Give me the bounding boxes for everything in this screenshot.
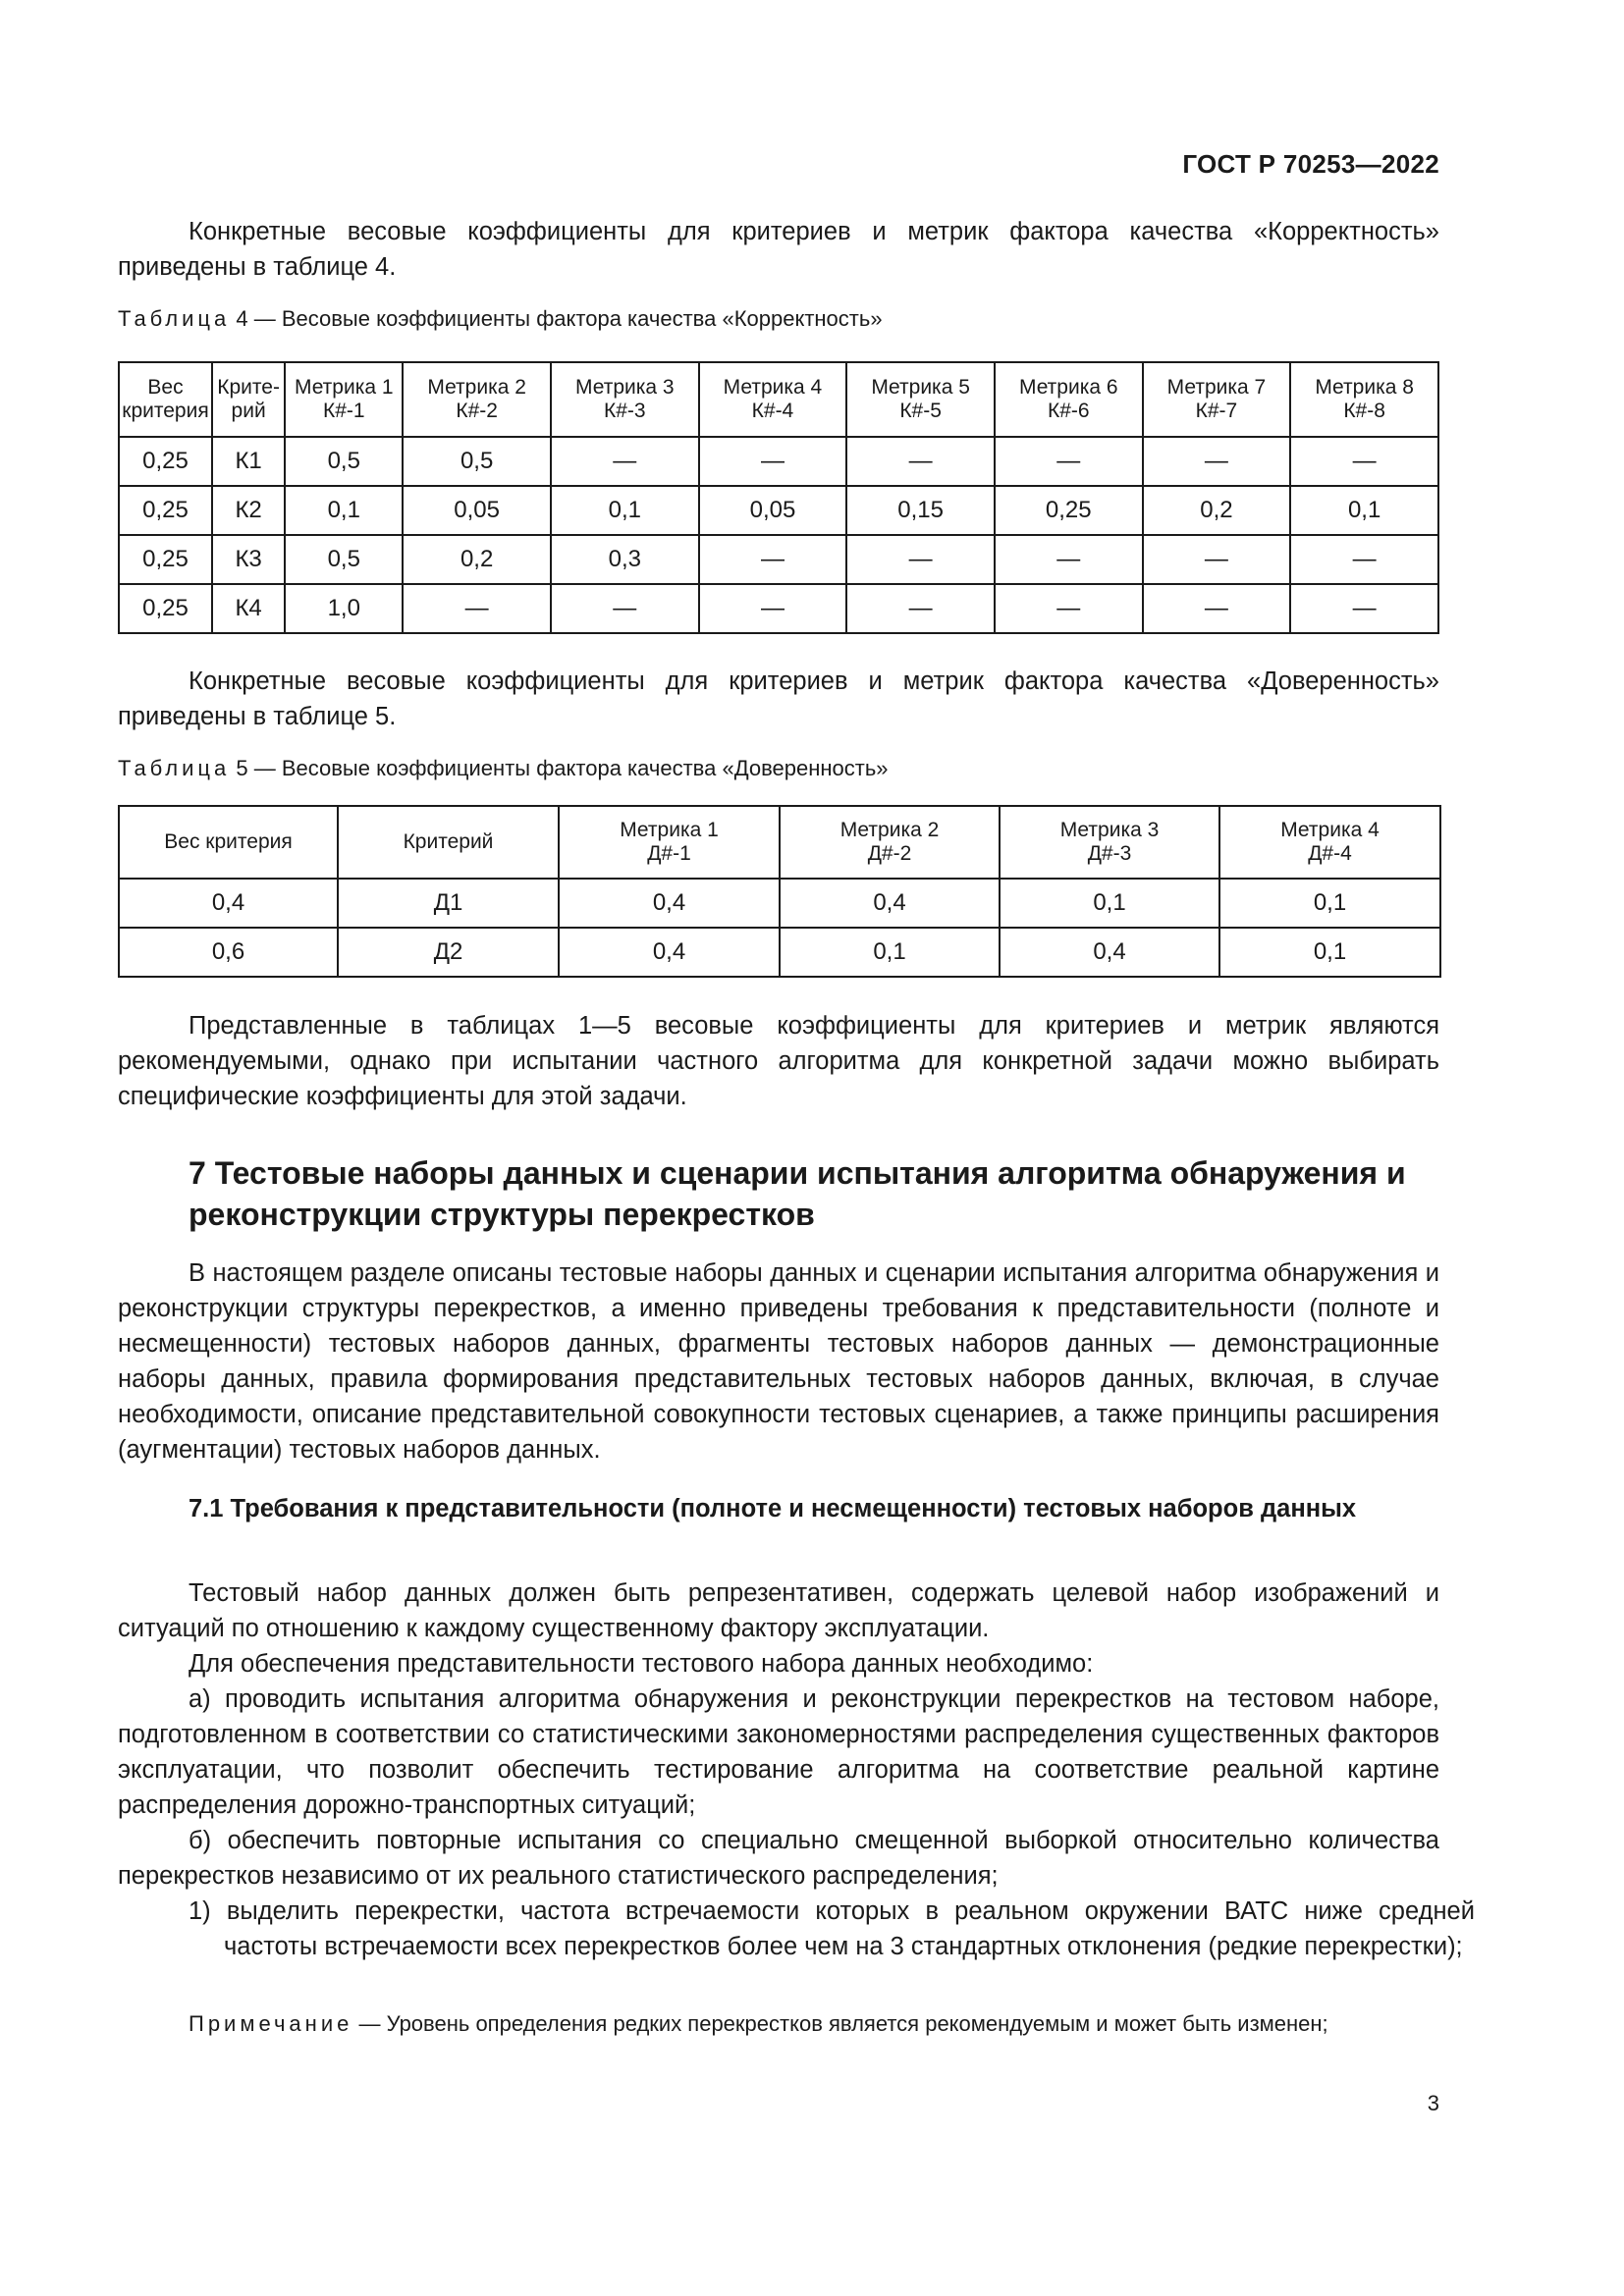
t4-header-line: К#-1 — [322, 400, 365, 422]
table-row — [119, 535, 1438, 584]
section-7-paragraph: В настоящем разделе описаны тестовые наборы данных и сценарии испытания алгоритма обнаружения и реконструкции структуры перекрестков, а именно приведены требования к представительности (полноте и несмещенности) тестовых наборов данных, фрагменты тестовых наборов данных — демонстрационные наборы данных, правила формирования представительных тестовых наборов данных, включая, в случае необходимости, описание представительной совокупности тестовых сценариев, а также принципы расширения (аугментации) тестовых наборов данных. — [118, 1259, 1439, 1464]
t4-header-line: К#-2 — [456, 400, 498, 422]
table-cell: 0,1 — [551, 486, 699, 535]
t5-header-cell — [780, 806, 1000, 879]
t4-header-line: Метрика 3 — [575, 376, 675, 399]
list-item-a: а) проводить испытания алгоритма обнаружения и реконструкции перекрестков на тестовом наборе, подготовленном в соответствии со статистическими закономерностями распределения существенных факторов эксплуатации, что позволит обеспечить тестирование алгоритма на соответствие реальной картине распределения дорожно-транспортных ситуаций; — [118, 1685, 1439, 1819]
table-cell: — — [551, 437, 699, 486]
table-cell: 0,1 — [1000, 879, 1219, 928]
t4-header-line: Метрика 5 — [871, 376, 970, 399]
t5-header-cell — [559, 806, 780, 879]
table-row — [119, 437, 1438, 486]
t4-header-line: К#-5 — [899, 400, 942, 422]
t5-header-line: Критерий — [403, 830, 494, 853]
table-cell: 0,4 — [1000, 928, 1219, 977]
table-cell: 0,2 — [403, 535, 551, 584]
t5-header-cell — [119, 806, 338, 879]
table-row — [119, 486, 1438, 535]
t4-header-cell — [846, 362, 995, 437]
t4-header-cell — [212, 362, 285, 437]
table-row — [119, 584, 1438, 633]
table-row — [119, 928, 1440, 977]
table4-caption: Таблица 4 — Весовые коэффициенты фактора качества «Корректность» — [118, 306, 883, 331]
table-cell: — — [1290, 584, 1438, 633]
table-cell: 0,25 — [119, 584, 212, 633]
section-7-1-title: 7.1 Требования к представительности (полноте и несмещенности) тестовых наборов данных — [189, 1495, 1357, 1522]
t4-header-cell — [1143, 362, 1291, 437]
t4-header-line: К#-6 — [1047, 400, 1090, 422]
table-cell: — — [699, 584, 847, 633]
intro-table5: Конкретные весовые коэффициенты для критериев и метрик фактора качества «Доверенность» приведены в таблице 5. — [118, 667, 1439, 730]
t4-header-line: Вес — [147, 376, 184, 399]
table-cell: — — [1290, 535, 1438, 584]
t5-header-line: Метрика 1 — [620, 819, 719, 841]
t4-header-line: Метрика 6 — [1018, 376, 1118, 399]
t5-header-line: Вес критерия — [164, 830, 293, 853]
t4-header-cell — [403, 362, 551, 437]
table-cell: 0,25 — [119, 486, 212, 535]
table-cell: 0,5 — [285, 437, 403, 486]
table-cell: — — [1143, 535, 1291, 584]
table-row — [119, 879, 1440, 928]
table-cell: 0,6 — [119, 928, 338, 977]
note: Примечание — Уровень определения редких перекрестков является рекомендуемым и может быть изменен; — [189, 2011, 1328, 2036]
list-item-b: б) обеспечить повторные испытания со специально смещенной выборкой относительно количества перекрестков независимо от их реального статистического распределения; — [118, 1827, 1439, 1890]
t5-header-line: Д#-3 — [1087, 842, 1132, 865]
table-cell: — — [846, 584, 995, 633]
t4-header-cell — [995, 362, 1143, 437]
table-cell: — — [846, 535, 995, 584]
t5-header-cell — [1000, 806, 1219, 879]
table-cell: 0,4 — [780, 879, 1000, 928]
table-cell: — — [1143, 584, 1291, 633]
document-id: ГОСТ Р 70253—2022 — [1182, 149, 1439, 179]
t4-header-cell — [699, 362, 847, 437]
t4-header-line: К#-4 — [751, 400, 794, 422]
table-cell: 0,05 — [699, 486, 847, 535]
table5-caption: Таблица 5 — Весовые коэффициенты фактора качества «Доверенность» — [118, 756, 889, 780]
t5-header-line: Метрика 4 — [1280, 819, 1380, 841]
t4-header-line: критерия — [122, 400, 209, 422]
table-cell: 1,0 — [285, 584, 403, 633]
t4-header-cell — [551, 362, 699, 437]
t4-header-cell — [119, 362, 212, 437]
t4-header-line: Метрика 8 — [1315, 376, 1414, 399]
table-cell: 0,4 — [559, 928, 780, 977]
table-cell: Д1 — [338, 879, 559, 928]
table-cell: 0,15 — [846, 486, 995, 535]
table-cell: — — [699, 535, 847, 584]
table-cell: — — [551, 584, 699, 633]
table-cell: 0,5 — [285, 535, 403, 584]
table-cell: — — [995, 535, 1143, 584]
table-cell: К3 — [212, 535, 285, 584]
section-7-1-para2: Для обеспечения представительности тестового набора данных необходимо: — [189, 1650, 1094, 1678]
t5-header-line: Метрика 3 — [1059, 819, 1160, 841]
table-cell: — — [1290, 437, 1438, 486]
t4-header-line: Метрика 4 — [723, 376, 823, 399]
table-cell: 0,1 — [285, 486, 403, 535]
table-cell: — — [995, 437, 1143, 486]
para-recommended: Представленные в таблицах 1—5 весовые коэффициенты для критериев и метрик являются рекомендуемыми, однако при испытании частного алгоритма для конкретной задачи можно выбирать специфические коэффициенты для этой задачи. — [118, 1012, 1439, 1110]
table-cell: — — [846, 437, 995, 486]
t4-header-line: К#-8 — [1343, 400, 1385, 422]
table-cell: 0,1 — [1219, 879, 1440, 928]
table-cell: — — [995, 584, 1143, 633]
table-cell: 0,1 — [1290, 486, 1438, 535]
table-cell: 0,5 — [403, 437, 551, 486]
table-cell: 0,4 — [559, 879, 780, 928]
table-cell: 0,1 — [780, 928, 1000, 977]
intro-table4: Конкретные весовые коэффициенты для критериев и метрик фактора качества «Корректность» приведены в таблице 4. — [118, 218, 1439, 281]
t4-header-line: Метрика 1 — [294, 376, 394, 399]
table-cell: — — [1143, 437, 1291, 486]
table-cell: — — [699, 437, 847, 486]
section-7-title: 7 Тестовые наборы данных и сценарии испытания алгоритма обнаружения и реконструкции структуры перекрестков — [189, 1155, 1406, 1232]
t4-header-line: К#-7 — [1195, 400, 1238, 422]
t5-header-line: Метрика 2 — [839, 819, 940, 841]
t4-header-line: рий — [231, 400, 266, 422]
table-cell: 0,25 — [995, 486, 1143, 535]
t5-header-cell — [1219, 806, 1440, 879]
t5-header-cell — [338, 806, 559, 879]
t4-header-line: Крите- — [217, 376, 280, 399]
t4-header-line: К#-3 — [604, 400, 646, 422]
t4-header-line: Метрика 7 — [1166, 376, 1267, 399]
table-cell: 0,05 — [403, 486, 551, 535]
t5-header-line: Д#-4 — [1308, 842, 1352, 865]
table4 — [118, 361, 1439, 634]
table-cell: 0,2 — [1143, 486, 1291, 535]
list-item-1: 1) выделить перекрестки, частота встречаемости которых в реальном окружении ВАТС ниже средней частоты встречаемости всех перекрестков более чем на 3 стандартных отклонения (редкие перекрестки); — [189, 1897, 1475, 1960]
table-cell: 0,3 — [551, 535, 699, 584]
table-cell: 0,25 — [119, 437, 212, 486]
table-cell: 0,25 — [119, 535, 212, 584]
table-cell: 0,4 — [119, 879, 338, 928]
table-cell: Д2 — [338, 928, 559, 977]
section-7-1-para1: Тестовый набор данных должен быть репрезентативен, содержать целевой набор изображений и ситуаций по отношению к каждому существенному фактору эксплуатации. — [118, 1579, 1439, 1642]
table-cell: К1 — [212, 437, 285, 486]
page-number: 3 — [1427, 2091, 1439, 2115]
t5-header-line: Д#-2 — [867, 842, 912, 865]
table-cell: 0,1 — [1219, 928, 1440, 977]
t4-header-cell — [1290, 362, 1438, 437]
t5-header-line: Д#-1 — [647, 842, 691, 865]
table-cell: — — [403, 584, 551, 633]
table-cell: К4 — [212, 584, 285, 633]
table5 — [118, 805, 1441, 978]
t4-header-line: Метрика 2 — [427, 376, 526, 399]
table-cell: К2 — [212, 486, 285, 535]
t4-header-cell — [285, 362, 403, 437]
